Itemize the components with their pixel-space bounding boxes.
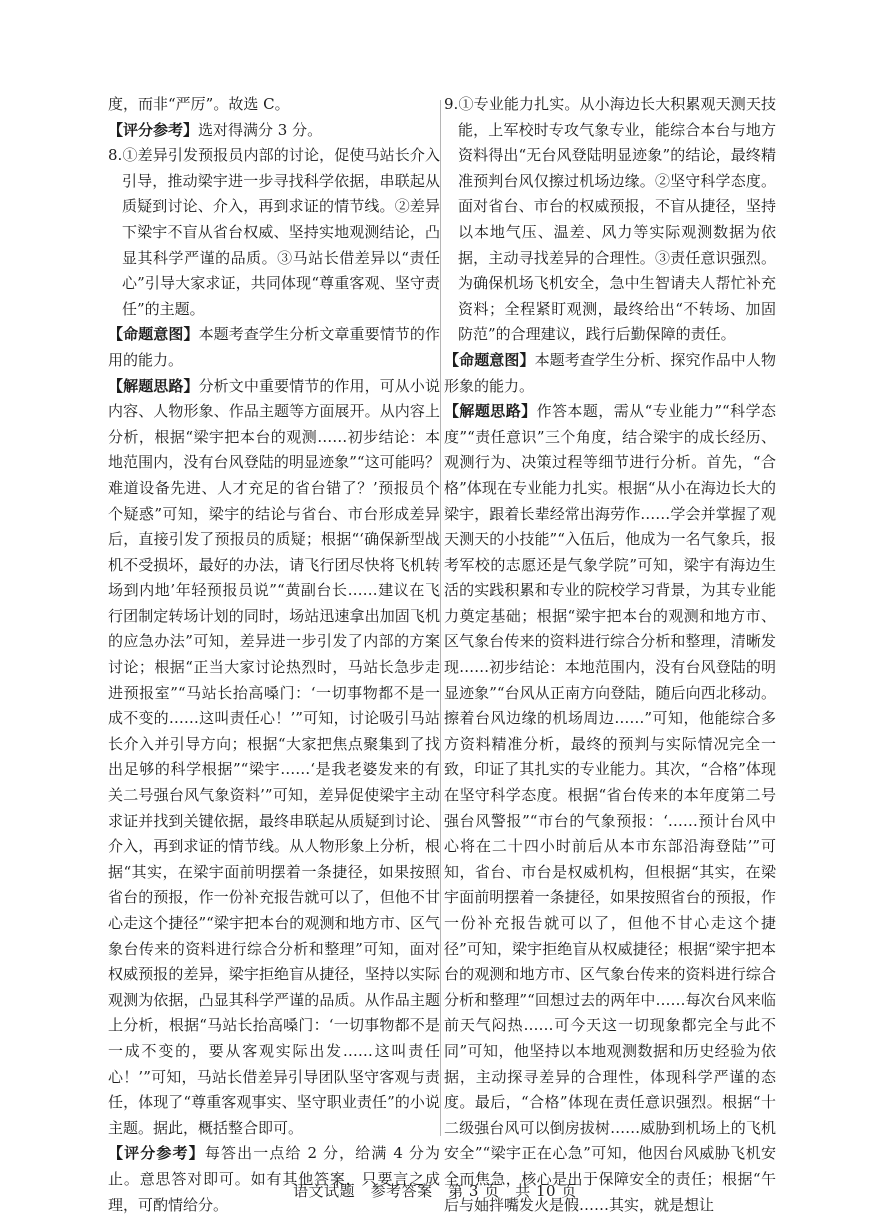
answer-text: ①专业能力扎实。从小海边长大积累观天测天技能，上军校时专攻气象专业，能综合本台与地方资料得出“无台风登陆明显迹象”的结论，最终精准预判台风仅擦过机场边缘。②坚守科学态度。面对省台、市台的权威预报，不盲从捷径，坚持以本地气压、温差、风力等实际观测数据为依据，主动寻找差异的合理性。③责任意识强烈。为确保机场飞机安全，急中生智请夫人帮忙补充资料；全程紧盯观测，最终给出“不转场、加固防范”的合理建议，践行后勤保障的责任。: [458, 95, 776, 344]
answer-9: [444, 92, 776, 348]
section-label: 【命题意图】: [108, 325, 199, 344]
answer-text: ①差异引发预报员内部的讨论，促使马站长介入引导，推动梁宇进一步寻找科学依据，串联起从质疑到讨论、介入，再到求证的情节线。②差异下梁宇不盲从省台权威、坚持实地观测结论，凸显其科学严谨的品质。③马站长借差异以“责任心”引导大家求证，共同体现“尊重客观、坚守责任”的主题。: [122, 146, 440, 318]
answer-8: [108, 143, 440, 322]
intent-8: [108, 322, 440, 373]
section-label: 【解题思路】: [108, 376, 199, 395]
column-divider: [440, 100, 441, 1136]
thinking-8: [108, 374, 440, 1142]
section-text: 作答本题，需从“专业能力”“科学态度”“责任意识”三个角度，结合梁宇的成长经历、观测行为、决策过程等细节进行分析。首先，“合格”体现在专业能力扎实。根据“从小在海边长大的梁宇，跟着长辈经常出海劳作……学会并掌握了观天测天的小技能”“入伍后，他成为一名气象兵，报考军校的志愿还是气象学院”可知，梁宇有海边生活的实践积累和专业的院校学习背景，为其专业能力奠定基础；根据“梁宇把本台的观测和地方市、区气象台传来的资料进行综合分析和整理，清晰发现……初步结论：本地范围内，没有台风登陆的明显迹象”“台风从正南方向登陆，随后向西北移动。擦着台风边缘的机场周边……”可知，他能综合多方资料精准分析，最终的预判与实际情况完全一致，印证了其扎实的专业能力。其次，“合格”体现在坚守科学态度。根据“省台传来的本年度第二号强台风警报”“市台的气象预报：‘……预计台风中心将在二十四小时前后从本市东部沿海登陆’”可知，省台、市台是权威机构，但根据“其实，在梁宇面前明摆着一条捷径，如果按照省台的预报，作一份补充报告就可以了，但他不甘心走这个捷径”可知，梁宇拒绝盲从权威捷径；根据“梁宇把本台的观测和地方市、区气象台传来的资料进行综合分析和整理”“回想过去的两年中……每次台风来临前天气闷热……可今天这一切现象都完全与此不同”可知，他坚持以本地观测数据和历史经验为依据，主动探寻差异的合理性，体现科学严谨的态度。最后，“合格”体现在责任意识强烈。根据“十二级强台风可以倒房拔树……威胁到机场上的飞机安全”“梁宇正在心急”可知，他因台风威胁飞机安全而焦急，核心是出于保障安全的责任；根据“午后与妯拌嘴发火是假……其实，就是想让: [444, 402, 776, 1214]
question-number: 9.: [444, 95, 459, 113]
section-text: 本题考查学生分析文章重要情节的作用的能力。: [108, 325, 440, 369]
section-label: 【评分参考】: [108, 1144, 205, 1163]
section-text: 选对得满分 3 分。: [198, 120, 323, 139]
section-label: 【解题思路】: [444, 402, 537, 421]
question-number: 8.: [108, 146, 123, 165]
intent-9: [444, 348, 776, 399]
section-label: 【评分参考】: [108, 120, 199, 139]
section-text: 本题考查学生分析、探究作品中人物形象的能力。: [444, 350, 776, 395]
answer-7-tail: 度，而非“严厉”。故选 C。: [108, 95, 290, 113]
section-text: 每答出一点给 2 分，给满 4 分为止。意思答对即可。如有其他答案，只要言之成理，可酌情给分。: [108, 1144, 440, 1214]
section-label: 【命题意图】: [444, 350, 535, 369]
right-column: [444, 92, 776, 1218]
scoring-reference-7: [108, 118, 440, 144]
left-column: [108, 92, 440, 1218]
thinking-9: [444, 399, 776, 1218]
page-footer: 语文试题 参考答案 第 3 页 共 10 页: [293, 1182, 577, 1200]
section-text: 分析文中重要情节的作用，可从小说内容、人物形象、作品主题等方面展开。从内容上分析，根据“梁宇把本台的观测……初步结论：本地范围内，没有台风登陆的明显迹象”“这可能吗？难道设备先进、人才充足的省台错了？’预报员个个疑惑”可知，梁宇的结论与省台、市台形成差异后，直接引发了预报员的质疑；根据“‘确保新型战机不受损坏，最好的办法，请飞行团尽快将飞机转场到内地’年轻预报员说”“黄副台长……建议在飞行团制定转场计划的同时，场站迅速拿出加固飞机的应急办法”可知，差异进一步引发了内部的方案讨论；根据“正当大家讨论热烈时，马站长急步走进预报室”“马站长抬高嗓门：‘一切事物都不是一成不变的……这叫责任心！’”可知，讨论吸引马站长介入并引导方向；根据“大家把焦点聚集到了找出足够的科学根据”“梁宇……‘是我老婆发来的有关二号强台风气象资料’”可知，差异促使梁宇主动求证并找到关键依据，最终串联起从质疑到讨论、介入，再到求证的情节线。从人物形象上分析，根据“其实，在梁宇面前明摆着一条捷径，如果按照省台的预报，作一份补充报告就可以了，但他不甘心走这个捷径”“梁宇把本台的观测和地方市、区气象台传来的资料进行综合分析和整理”可知，面对权威预报的差异，梁宇拒绝盲从捷径，坚持以实际观测为依据，凸显其科学严谨的品质。从作品主题上分析，根据“马站长抬高嗓门：‘一切事物都不是一成不变的，要从客观实际出发……这叫责任心！’”可知，马站长借差异引导团队坚守客观与责任，体现了“尊重客观事实、坚守职业责任”的小说主题。据此，概括整合即可。: [108, 376, 440, 1137]
